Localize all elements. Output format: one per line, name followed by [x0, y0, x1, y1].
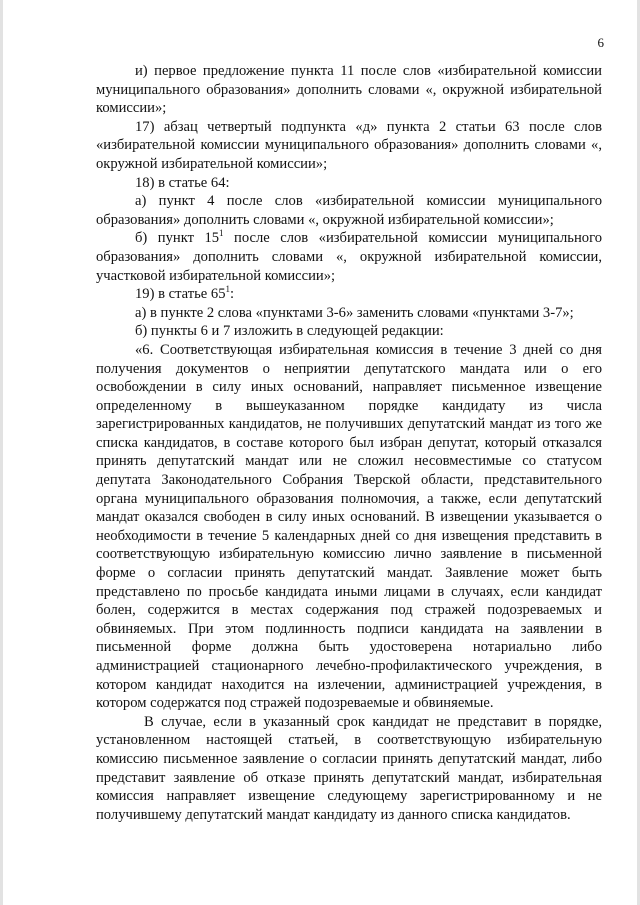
superscript-index: 1: [225, 284, 231, 295]
paragraph-item-18b: [96, 229, 602, 285]
scan-left-edge: [0, 0, 3, 905]
paragraph-clause-6-continued: В случае, если в указанный срок кандидат не представит в порядке, установленном настоящей статьей, в соответствующую избирательную комиссию письменное заявление о согласии принять депутатский мандат, либо представит заявление об отказе принять депутатский мандат, избирательная комиссия направляет извещение следующему зарегистрированному и не получившему депутатский мандат кандидату из данного списка кандидатов.: [96, 713, 602, 823]
paragraph-text-end: :: [230, 286, 235, 303]
page-number: 6: [597, 35, 604, 50]
paragraph-item-18: 18) в статье 64:: [135, 174, 230, 191]
paragraph-item-19a: а) в пункте 2 слова «пунктами 3-6» заменить словами «пунктами 3-7»;: [135, 304, 574, 321]
paragraph-text-start: б) пункт 15: [135, 230, 220, 247]
paragraph-item-19: [96, 285, 602, 304]
paragraph-text-end: после слов «избирательной комиссии муниципального образования» дополнить словами «, окружной избирательной комиссии, участковой избирательной комиссии»;: [96, 230, 602, 284]
paragraph-text-start: 19) в статье 65: [135, 286, 226, 303]
paragraph-clause-6: «6. Соответствующая избирательная комиссия в течение 3 дней со дня получения документов о неприятии депутатского мандата или о его освобождении в силу иных оснований, направляет письменное извещение определенному в вышеуказанном порядке кандидату из числа зарегистрированных кандидатов, не получивших депутатский мандат из того же списка кандидатов, в составе которого был избран депутат, который отказался принять депутатский мандат или не сложил несовместимые со статусом депутата Законодательного Собрания Тверской области, представительного органа муниципального образования полномочия, а также, если депутатский мандат оказался свободен в силу иных оснований. В извещении указывается о необходимости в течение 5 календарных дней со дня извещения представить в соответствующую избирательную комиссию лично заявление в письменной форме о согласии принять депутатский мандат. Заявление может быть представлено по просьбе кандидата иными лицами в случаях, если кандидат болен, содержится в местах содержания под стражей подозреваемых и обвиняемых. При этом подлинность подписи кандидата на заявлении в письменной форме должна быть удостоверена нотариально либо администрацией стационарного лечебно-профилактического учреждения, в котором кандидат находится на излечении, администрацией учреждения, в котором содержатся под стражей подозреваемые и обвиняемые.: [96, 341, 602, 712]
paragraph-item-17: 17) абзац четвертый подпункта «д» пункта 2 статьи 63 после слов «избирательной комиссии муниципального образования» дополнить словами «, окружной избирательной комиссии»;: [96, 118, 602, 172]
paragraph-item-19b: б) пункты 6 и 7 изложить в следующей редакции:: [135, 323, 444, 340]
superscript-index: 1: [219, 228, 224, 239]
document-body: [96, 62, 602, 824]
paragraph-item-i: и) первое предложение пункта 11 после слов «избирательной комиссии муниципального образования» дополнить словами «, окружной избирательной комиссии»;: [96, 63, 602, 117]
paragraph-item-18a: а) пункт 4 после слов «избирательной комиссии муниципального образования» дополнить словами «, окружной избирательной комиссии»;: [96, 193, 602, 228]
